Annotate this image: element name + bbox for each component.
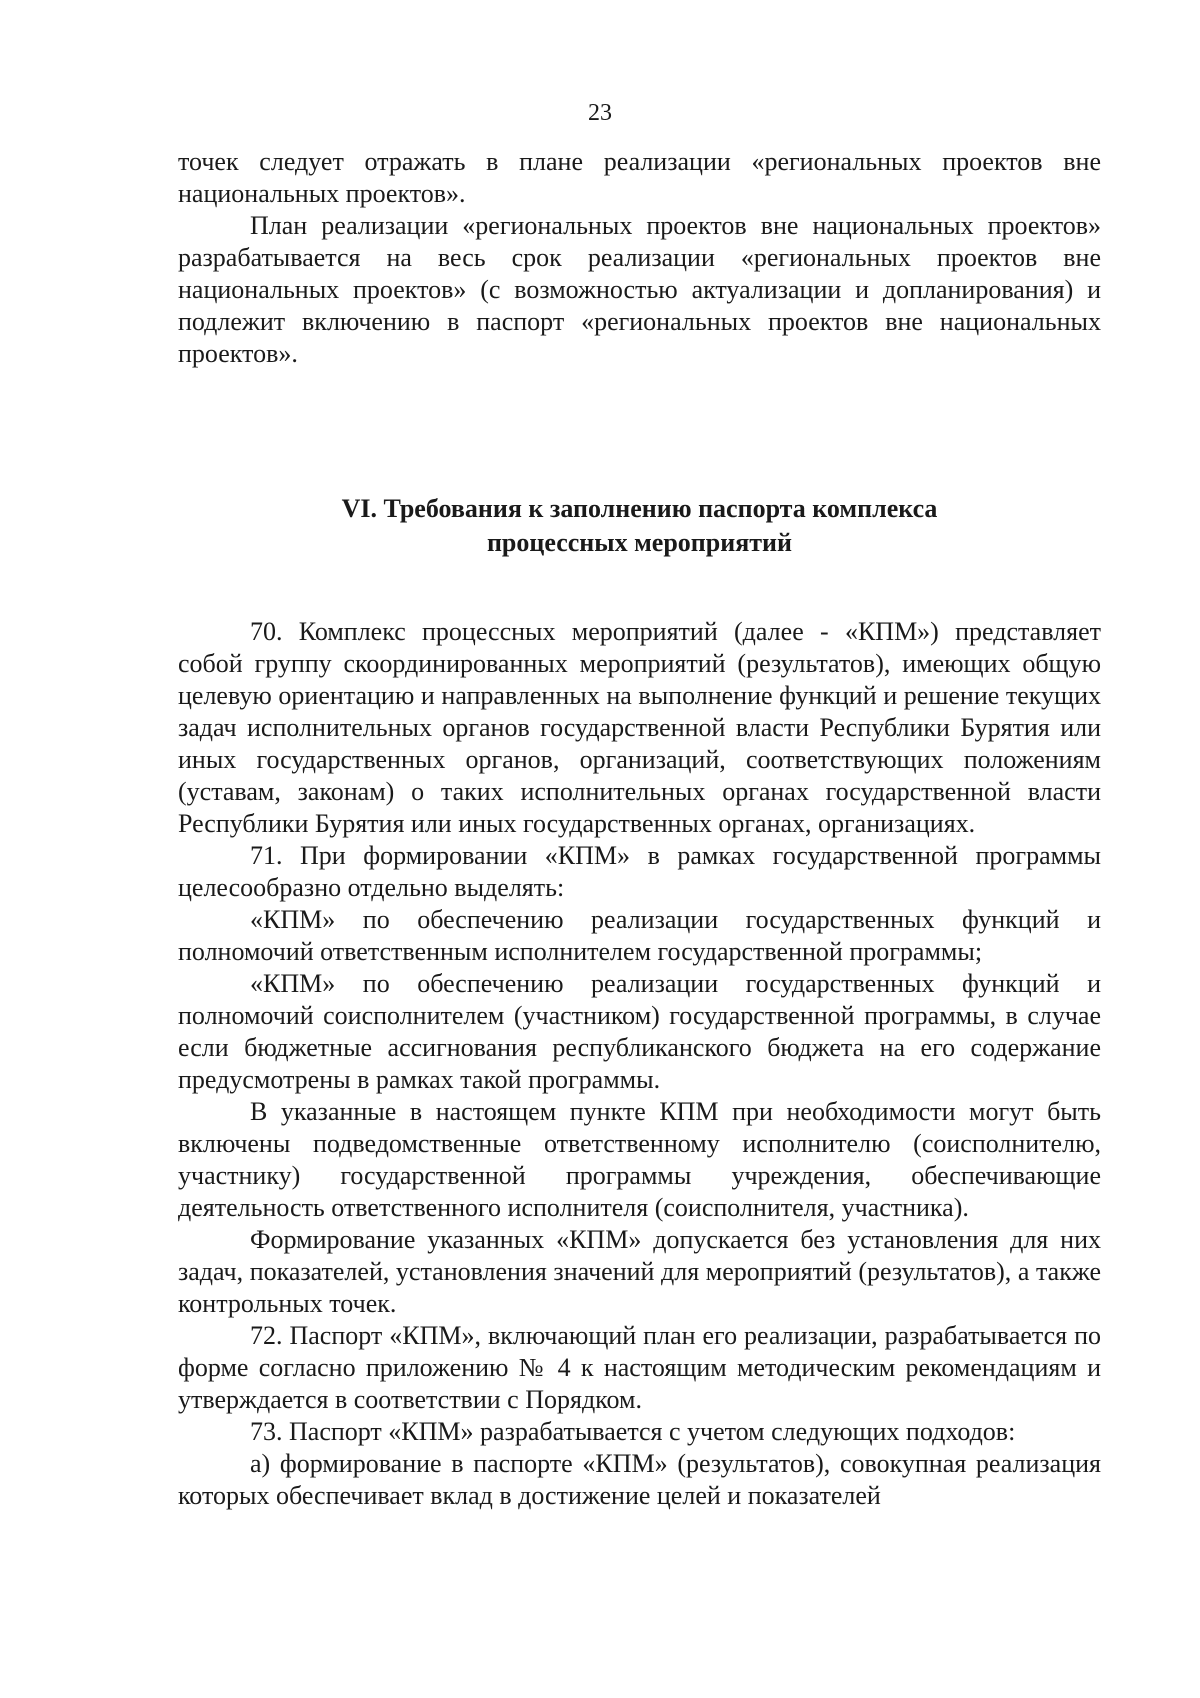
paragraph-70: 70. Комплекс процессных мероприятий (далее - «КПМ») представляет собой группу скоординированных мероприятий (результатов), имеющих общую целевую ориентацию и направленных на выполнение функций и решение текущих задач исполнительных органов государственной власти Республики Бурятия или иных государственных органов, организаций, соответствующих положениям (уставам, законам) о таких исполнительных органах государственной власти Республики Бурятия или иных государственных органах, организациях.: [178, 617, 1101, 838]
paragraph: Формирование указанных «КПМ» допускается без установления для них задач, показателей, установления значений для мероприятий (результатов), а также контрольных точек.: [178, 1225, 1101, 1318]
section-title-line-2: процессных мероприятий: [486, 528, 793, 557]
paragraph: План реализации «региональных проектов вне национальных проектов» разрабатывается на весь срок реализации «региональных проектов вне национальных проектов» (с возможностью актуализации и допланирования) и подлежит включению в паспорт «региональных проектов вне национальных проектов».: [178, 211, 1101, 368]
section-heading: [178, 492, 1101, 560]
body-text: [178, 616, 1101, 1512]
intro-text: [178, 146, 1101, 370]
paragraph: а) формирование в паспорте «КПМ» (результатов), совокупная реализация которых обеспечивает вклад в достижение целей и показателей: [178, 1449, 1101, 1510]
paragraph-72: 72. Паспорт «КПМ», включающий план его реализации, разрабатывается по форме согласно приложению № 4 к настоящим методическим рекомендациям и утверждается в соответствии с Порядком.: [178, 1321, 1101, 1414]
paragraph: «КПМ» по обеспечению реализации государственных функций и полномочий соисполнителем (участником) государственной программы, в случае если бюджетные ассигнования республиканского бюджета на его содержание предусмотрены в рамках такой программы.: [178, 969, 1101, 1094]
paragraph-73: 73. Паспорт «КПМ» разрабатывается с учетом следующих подходов:: [250, 1417, 1016, 1446]
paragraph: точек следует отражать в плане реализации «региональных проектов вне национальных проектов».: [178, 147, 1101, 208]
section-title-line-1: VI. Требования к заполнению паспорта комплекса: [341, 494, 938, 523]
page-number: 23: [588, 100, 612, 126]
paragraph-71: 71. При формировании «КПМ» в рамках государственной программы целесообразно отдельно выделять:: [178, 841, 1101, 902]
paragraph: В указанные в настоящем пункте КПМ при необходимости могут быть включены подведомственные ответственному исполнителю (соисполнителю, участнику) государственной программы учреждения, обеспечивающие деятельность ответственного исполнителя (соисполнителя, участника).: [178, 1097, 1101, 1222]
paragraph: «КПМ» по обеспечению реализации государственных функций и полномочий ответственным исполнителем государственной программы;: [178, 905, 1101, 966]
